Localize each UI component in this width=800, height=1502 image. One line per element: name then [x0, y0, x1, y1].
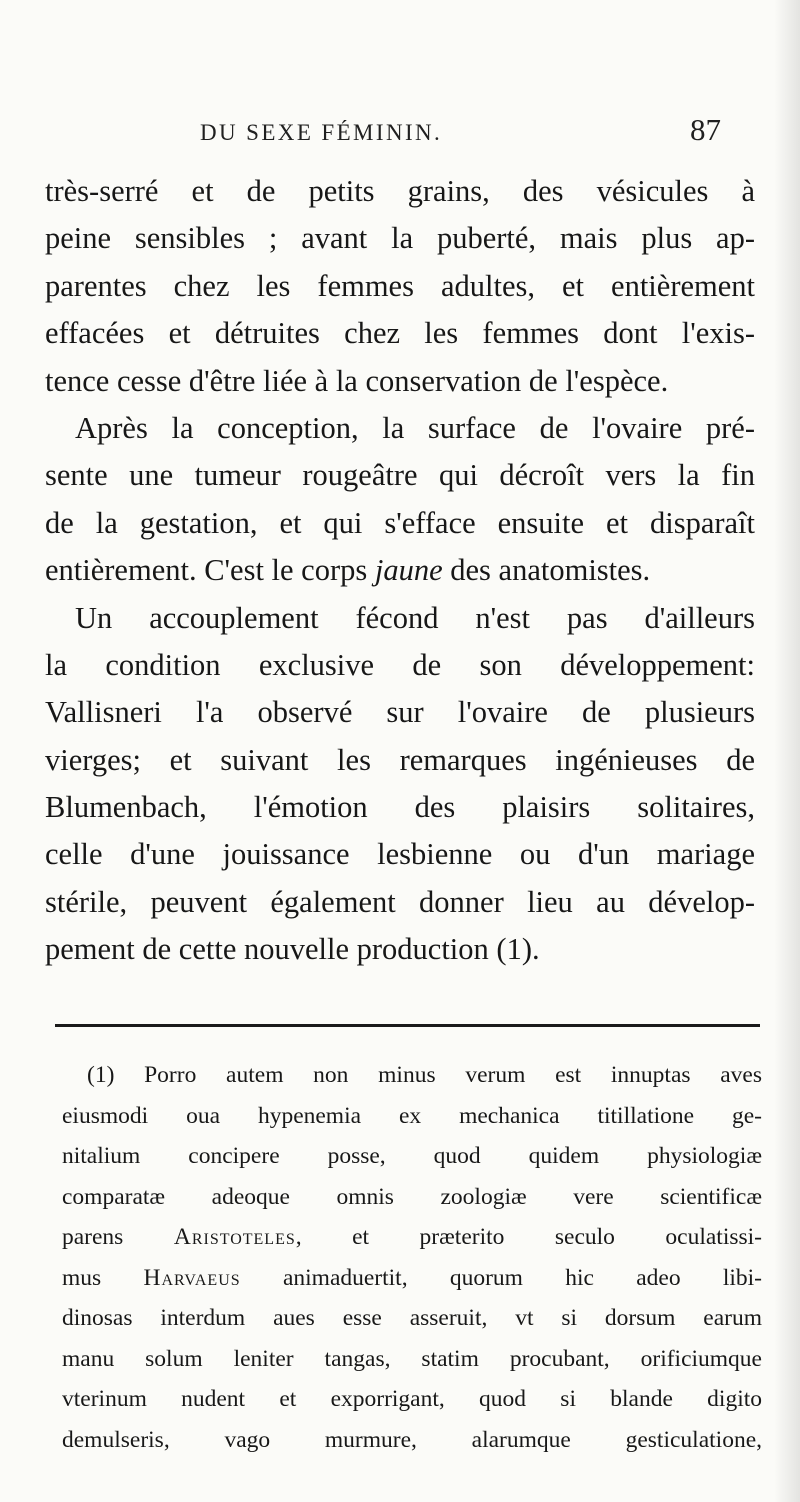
- running-title: DU SEXE FÉMININ.: [200, 120, 443, 145]
- text-line: stérile, peuvent également donner lieu au dévelop-: [45, 884, 755, 919]
- text-line: pement de cette nouvelle production (1).: [45, 932, 540, 967]
- text-line: de la gestation, et qui s'efface ensuite et disparaît: [45, 505, 755, 540]
- page-number: 87: [690, 112, 721, 147]
- text-line: parentes chez les femmes adultes, et entièrement: [45, 268, 755, 303]
- text-line: Vallisneri l'a observé sur l'ovaire de plusieurs: [45, 695, 755, 730]
- footnote-segment: parens: [62, 1224, 124, 1250]
- footnote-line: comparatæ adeoque omnis zoologiæ vere scientificæ: [62, 1183, 762, 1210]
- author-name: Harvaeus: [143, 1264, 241, 1291]
- footnote-line: nitalium concipere posse, quod quidem physiologiæ: [62, 1143, 762, 1169]
- text-line: celle d'une jouissance lesbienne ou d'un mariage: [45, 837, 755, 872]
- footnote-segment: mus: [62, 1264, 102, 1291]
- page-edge-shadow: [774, 0, 800, 1502]
- text-line: très-serré et de petits grains, des vésicules à: [45, 174, 755, 208]
- italic-word: jaune: [374, 553, 443, 588]
- footnote-line: (1) Porro autem non minus verum est innuptas aves: [87, 1062, 762, 1088]
- footnote-line: manu solum leniter tangas, statim procubant, orificiumque: [62, 1345, 762, 1372]
- text-line: la condition exclusive de son développement:: [45, 647, 755, 682]
- footnote-line: demulseris, vago murmure, alarumque gesticulatione,: [62, 1426, 762, 1453]
- footnote-line: [62, 1258, 762, 1299]
- text-line: sente une tumeur rougeâtre qui décroît vers la fin: [45, 458, 755, 493]
- main-text-block: [45, 168, 755, 974]
- text-line: vierges; et suivant les remarques ingénieuses de: [45, 742, 755, 777]
- text-segment: des anatomistes.: [450, 553, 651, 588]
- text-line: Blumenbach, l'émotion des plaisirs solitaires,: [45, 790, 755, 825]
- text-line: peine sensibles ; avant la puberté, mais plus ap-: [45, 221, 755, 256]
- author-name: Aristoteles: [173, 1224, 296, 1250]
- footnote-segment: , et præterito seculo oculatissi-: [295, 1224, 762, 1250]
- text-line: Après la conception, la surface de l'ovaire pré-: [75, 410, 755, 445]
- footnote-block: [62, 1055, 762, 1460]
- footnote-segment: animaduertit, quorum hic adeo libi-: [282, 1264, 762, 1291]
- text-line: tence cesse d'être liée à la conservation de l'espèce.: [45, 363, 669, 398]
- footnote-line: dinosas interdum aues esse asseruit, vt si dorsum earum: [62, 1305, 762, 1331]
- page-header: [0, 112, 800, 154]
- footnote-line: [62, 1217, 762, 1258]
- text-line: [45, 547, 755, 594]
- footnote-divider: [55, 1024, 760, 1027]
- text-line: effacées et détruites chez les femmes dont l'exis-: [45, 316, 755, 351]
- footnote-line: vterinum nudent et exporrigant, quod si blande digito: [62, 1386, 762, 1412]
- text-segment: entièrement. C'est le corps: [45, 553, 368, 588]
- text-line: Un accouplement fécond n'est pas d'ailleurs: [75, 600, 755, 635]
- footnote-line: eiusmodi oua hypenemia ex mechanica titillatione ge-: [62, 1102, 762, 1129]
